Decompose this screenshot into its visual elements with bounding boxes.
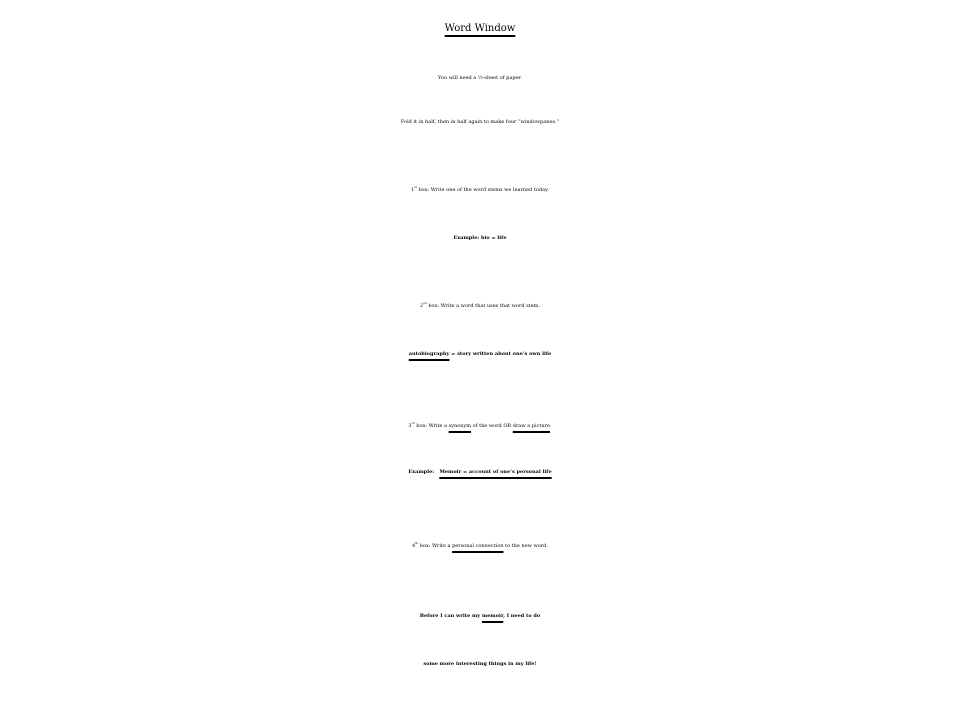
- box1-text: box: Write one of the word stems we learned today.: [416, 187, 549, 193]
- box4-personal-connection: personal connection: [452, 543, 504, 549]
- box2-example-definition: = story written about one’s own life: [449, 351, 552, 357]
- box3-draw-picture: draw a picture: [512, 423, 550, 429]
- page-title: Word Window: [444, 23, 516, 34]
- box4-number: 4: [412, 543, 416, 549]
- closing-post: , I need to do: [503, 613, 541, 619]
- box1-ordinal: st: [414, 184, 417, 189]
- box4-text-pre: box: Write a: [418, 543, 453, 549]
- box2-ordinal: nd: [423, 300, 427, 305]
- box3-text-pre: box: Write a: [414, 423, 449, 429]
- intro-line-2: Fold it in half, then in half again to make four “windowpanes.”: [400, 119, 560, 125]
- box3-example: [0, 456, 960, 488]
- box4-instruction: [0, 530, 960, 562]
- closing-line-2: some more interesting things in my life!: [423, 661, 537, 667]
- box3-number: 3: [408, 423, 412, 429]
- box2-example: [0, 338, 960, 370]
- box3-text-mid: of the word OR: [471, 423, 513, 429]
- closing-line-1: [0, 600, 960, 632]
- box2-example-word: autobiography: [408, 351, 450, 357]
- box4-text-post: to the new word.: [503, 543, 548, 549]
- box1-number: 1: [411, 187, 415, 193]
- box3-example-text: Memoir = account of one’s personal life: [439, 469, 552, 475]
- intro-line-1: You will need a ½-sheet of paper.: [438, 75, 522, 81]
- box3-synonym: synonym: [448, 423, 472, 429]
- closing-pre: Before I can write my: [419, 613, 482, 619]
- box3-text-post: .: [549, 423, 552, 429]
- box1-instruction: [0, 174, 960, 206]
- box2-number: 2: [420, 303, 424, 309]
- closing-memoir: memoir: [481, 613, 504, 619]
- box2-instruction: [0, 290, 960, 322]
- box2-text: box: Write a word that uses that word stem.: [426, 303, 540, 309]
- box1-example: Example: bio = life: [453, 235, 507, 241]
- box3-example-label: Example:: [408, 469, 440, 475]
- box3-instruction: [0, 410, 960, 442]
- box4-ordinal: th: [415, 540, 419, 545]
- box3-ordinal: rd: [411, 420, 415, 425]
